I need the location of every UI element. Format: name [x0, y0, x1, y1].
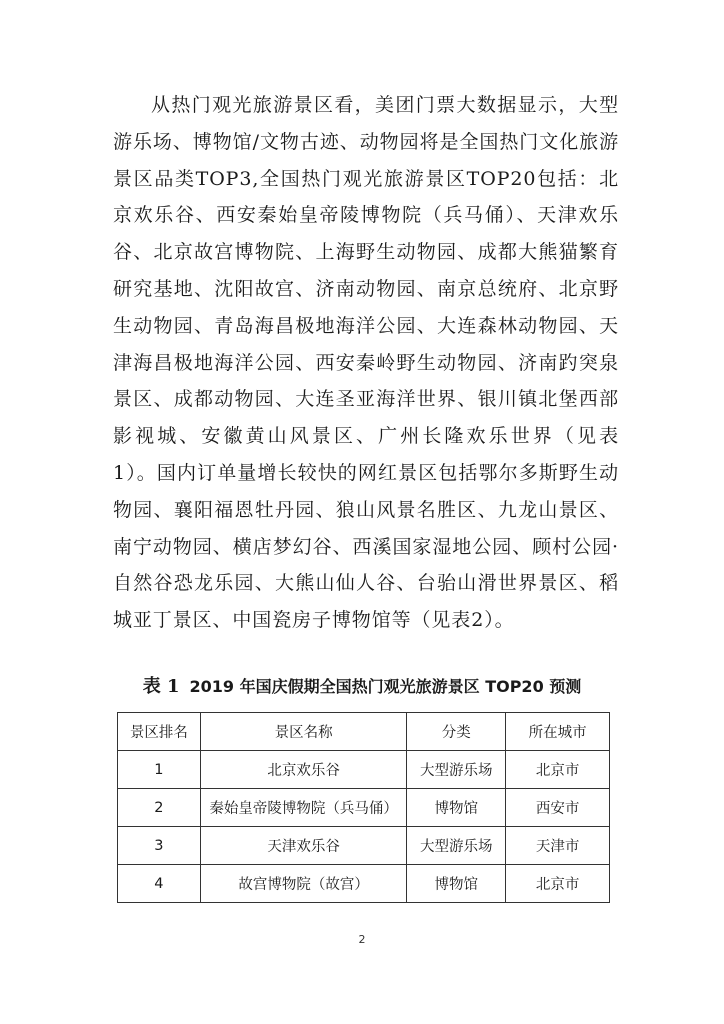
- cell-city: 北京市: [506, 865, 610, 903]
- cell-rank: 4: [118, 865, 201, 903]
- header-city: 所在城市: [506, 713, 610, 751]
- cell-category: 博物馆: [407, 789, 506, 827]
- cell-category: 大型游乐场: [407, 751, 506, 789]
- header-rank: 景区排名: [118, 713, 201, 751]
- cell-category: 博物馆: [407, 865, 506, 903]
- header-category: 分类: [407, 713, 506, 751]
- table-row: [118, 789, 610, 827]
- table-row: [118, 751, 610, 789]
- cell-city: 西安市: [506, 789, 610, 827]
- cell-city: 北京市: [506, 751, 610, 789]
- cell-name: 故宫博物院（故宫）: [200, 865, 407, 903]
- cell-rank: 3: [118, 827, 201, 865]
- ranking-table: [117, 712, 610, 903]
- table-row: [118, 865, 610, 903]
- table-caption-label: 表 1: [142, 676, 180, 697]
- table-header-row: [118, 713, 610, 751]
- cell-city: 天津市: [506, 827, 610, 865]
- cell-category: 大型游乐场: [407, 827, 506, 865]
- body-paragraph: 从热门观光旅游景区看，美团门票大数据显示，大型游乐场、博物馆/文物古迹、动物园将是全国热门文化旅游景区品类TOP3,全国热门观光旅游景区TOP20包括：北京欢乐谷、西安秦始皇帝陵博物院（兵马俑）、天津欢乐谷、北京故宫博物院、上海野生动物园、成都大熊猫繁育研究基地、沈阳故宫、济南动物园、南京总统府、北京野生动物园、青岛海昌极地海洋公园、大连森林动物园、天津海昌极地海洋公园、西安秦岭野生动物园、济南趵突泉景区、成都动物园、大连圣亚海洋世界、银川镇北堡西部影视城、安徽黄山风景区、广州长隆欢乐世界（见表 1）。国内订单量增长较快的网红景区包括鄂尔多斯野生动物园、襄阳福恩牡丹园、狼山风景名胜区、九龙山景区、南宁动物园、横店梦幻谷、西溪国家湿地公园、顾村公园·自然谷恐龙乐园、大熊山仙人谷、台骀山滑世界景区、稻城亚丁景区、中国瓷房子博物馆等（见表2）。: [113, 94, 619, 632]
- cell-rank: 2: [118, 789, 201, 827]
- table-caption: [0, 672, 724, 698]
- cell-name: 北京欢乐谷: [200, 751, 407, 789]
- table-row: [118, 827, 610, 865]
- header-name: 景区名称: [200, 713, 407, 751]
- cell-rank: 1: [118, 751, 201, 789]
- cell-name: 秦始皇帝陵博物院（兵马俑）: [200, 789, 407, 827]
- table-caption-title: 2019 年国庆假期全国热门观光旅游景区 TOP20 预测: [189, 677, 582, 696]
- page-number: 2: [358, 933, 366, 946]
- cell-name: 天津欢乐谷: [200, 827, 407, 865]
